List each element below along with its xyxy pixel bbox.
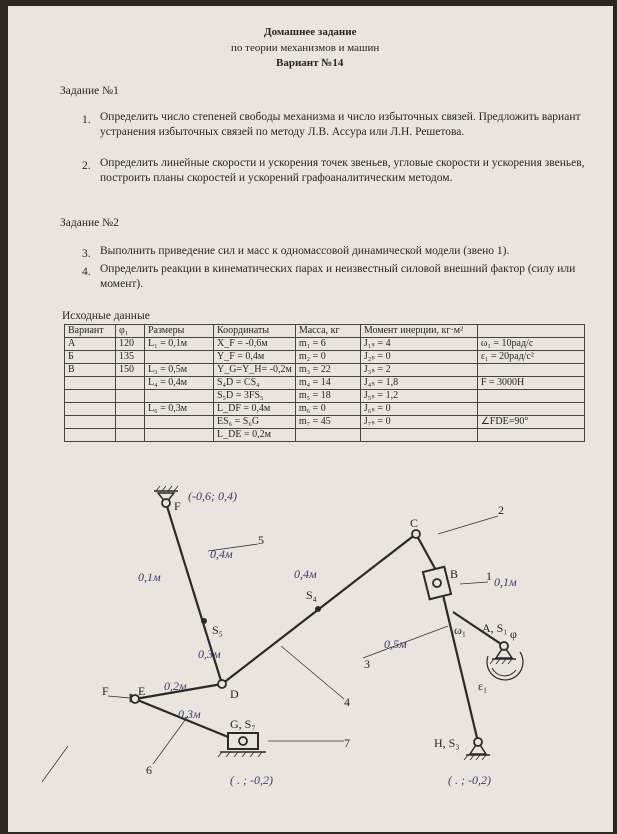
page-subtitle: по теории механизмов и машин [231,42,380,54]
variant-title: Вариант №14 [276,57,344,69]
table-cell: m₁ = 6 [295,338,360,351]
header-cell: Координаты [214,325,296,338]
label-c: C [410,516,419,530]
task1-item2-number: 2. [82,160,91,172]
table-cell: J₄ₛ = 1,8 [360,377,477,390]
joint-a [500,642,508,650]
table-cell: J₅ₛ = 1,2 [360,390,477,403]
note-len1: 0,1м [494,575,517,589]
note-coord-h: ( . ; -0,2) [448,773,491,787]
note-coord-f: (-0,6; 0,4) [188,489,237,503]
table-cell: F = 3000Н [477,377,584,390]
task1-heading: Задание №1 [60,85,119,97]
task2-item4-number: 4. [82,266,91,278]
task2-item4-text: Определить реакции в кинематических парах и неизвестный силовой внешний фактор (силу или момент). [100,263,576,290]
page-title: Домашнее задание [264,26,357,38]
table-cell: m₄ = 14 [295,377,360,390]
table-cell: L₄ = 0,4м [145,377,214,390]
header-cell: Вариант [65,325,116,338]
table-cell: 135 [116,351,145,364]
table-cell: m₅ = 18 [295,390,360,403]
label-force-f: F [102,684,109,698]
force-arrow-shaft [108,696,130,698]
table-cell: L₆ = 0,3м [145,403,214,416]
header-cell: Момент инерции, кг·м² [360,325,477,338]
task2-heading: Задание №2 [60,217,119,229]
table-cell: ES₆ = S₆G [214,416,296,429]
task1-item1-number: 1. [82,114,91,126]
header-cell: Размеры [145,325,214,338]
homework-sheet [8,6,613,832]
link-3 [438,574,478,742]
label-d: D [230,687,239,701]
table-cell: J₆ₛ = 0 [360,403,477,416]
table-cell: В [65,364,116,377]
mechanism-diagram [8,6,613,832]
table-cell: Y_F = 0,4м [214,351,296,364]
label-e: E [138,684,146,698]
label-link5: 5 [258,533,264,547]
leader-margin [42,746,68,782]
table-cell: m₆ = 0 [295,403,360,416]
note-coord-g: ( . ; -0,2) [230,773,273,787]
table-cell: Y_G=Y_H= -0,2м [214,364,296,377]
label-b: B [450,567,459,581]
table-caption: Исходные данные [62,310,150,322]
table-cell: S₅D = 3FS₅ [214,390,296,403]
eps-arc [492,668,516,676]
joint-c [412,530,420,538]
mass-center-s4 [315,606,321,612]
table-cell: S₄D = CS₄ [214,377,296,390]
label-s4: S₄ [306,588,317,602]
label-a: A, S₁ [482,621,508,635]
table-cell: m₇ = 45 [295,416,360,429]
header-cell: Масса, кг [295,325,360,338]
task2-item3-number: 3. [82,248,91,260]
leader-6 [153,716,188,764]
table-cell: L_DF = 0,4м [214,403,296,416]
table-cell: 120 [116,338,145,351]
note-len03: 0,3м [198,647,221,661]
note-len3: 0,5м [384,637,407,651]
table-cell: J₃ₛ = 2 [360,364,477,377]
table-cell: J₂ₛ = 0 [360,351,477,364]
label-omega: ω₁ [454,623,467,637]
link-2-top [416,534,438,574]
label-hs3: H, S₃ [434,736,460,750]
joint-h [474,738,482,746]
table-cell: ε₁ = 20рад/с² [477,351,584,364]
task2-item3-text: Выполнить приведение сил и масс к одномассовой динамической модели (звено 1). [100,245,510,257]
table-cell: L_DE = 0,2м [214,429,296,442]
label-link6: 6 [146,763,152,777]
table-cell: m₂ = 0 [295,351,360,364]
table-cell: L₃ = 0,5м [145,364,214,377]
note-len6: 0,3м [178,707,201,721]
table-cell: X_F = -0,6м [214,338,296,351]
table-cell: ω₁ = 10рад/с [477,338,584,351]
label-link3: 3 [364,657,370,671]
mass-center-s5 [201,618,207,624]
note-len01: 0,1м [138,570,161,584]
table-cell: А [65,338,116,351]
leader-4 [281,646,344,699]
leader-1 [460,582,488,584]
task1-item1-text: Определить число степеней свободы механизма и число избыточных связей. Предложить вариант устранения избыточных связей по методу Л.В. Ассура или Л.Н. Решетова. [100,111,581,138]
note-len5: 0,4м [210,547,233,561]
note-len4: 0,4м [294,567,317,581]
leader-2 [438,516,498,534]
table-cell: L₁ = 0,1м [145,338,214,351]
note-len02: 0,2м [164,679,187,693]
label-link4: 4 [344,695,350,709]
label-phi: φ [510,627,517,641]
joint-d [218,680,226,688]
table-cell: ∠FDE=90° [477,416,584,429]
label-link7: 7 [344,736,350,750]
label-eps: ε₁ [478,679,488,693]
task1-item2-text: Определить линейные скорости и ускорения точек звеньев, угловые скорости и ускорения звеньев, построить планы скоростей и ускорений графоаналитическим методом. [100,157,585,184]
label-link1: 1 [486,569,492,583]
table-cell: Б [65,351,116,364]
table-cell: J₁ₛ = 4 [360,338,477,351]
joint-g [239,737,247,745]
joint-b [433,579,441,587]
table-cell: J₇ₛ = 0 [360,416,477,429]
label-gs7: G, S₇ [230,717,256,731]
table-cell: m₃ = 22 [295,364,360,377]
header-cell: φ₁ [116,325,145,338]
label-link2: 2 [498,503,504,517]
label-s5: S₅ [212,623,223,637]
label-f-top: F [174,499,181,513]
table-cell: 150 [116,364,145,377]
joint-f [162,499,170,507]
